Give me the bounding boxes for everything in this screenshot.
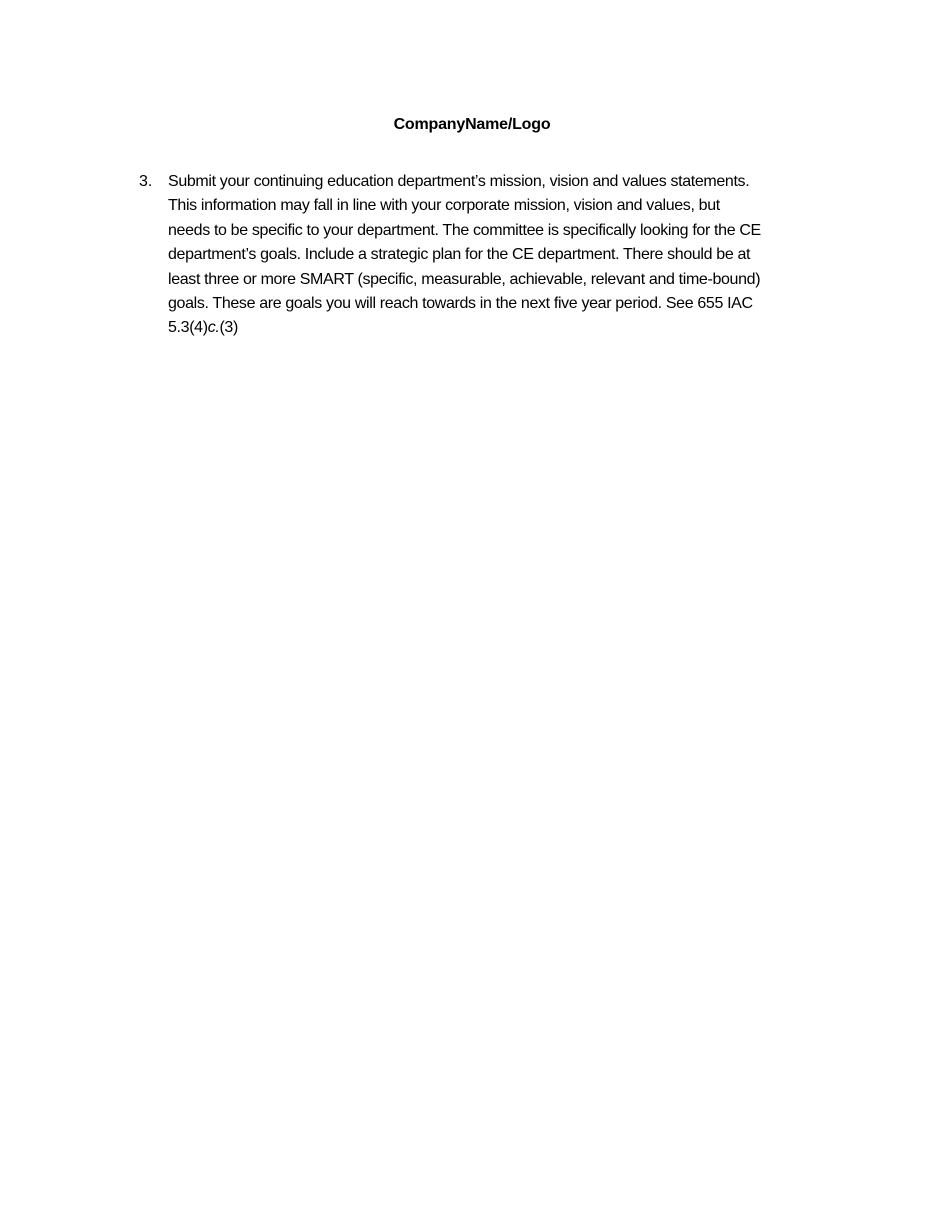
list-item-number: 3. bbox=[139, 173, 153, 190]
company-name-logo-heading: CompanyName/Logo bbox=[393, 116, 551, 133]
citation-italic-part: c. bbox=[207, 319, 220, 337]
text-line-5: least three or more SMART (specific, measurable, achievable, relevant and time-bound) bbox=[168, 270, 761, 288]
citation-part-2: (3) bbox=[219, 319, 238, 337]
citation-part-1: 5.3(4) bbox=[168, 319, 208, 337]
list-item-text bbox=[168, 170, 829, 341]
text-line-7 bbox=[168, 316, 829, 340]
text-line-1: Submit your continuing education department’s mission, vision and values statements. bbox=[168, 173, 750, 190]
text-line-6: goals. These are goals you will reach towards in the next five year period. See 655 IAC bbox=[168, 295, 753, 313]
text-line-3: needs to be specific to your department. The committee is specifically looking for the CE bbox=[168, 221, 761, 239]
text-line-2: This information may fall in line with your corporate mission, vision and values, but bbox=[168, 197, 720, 215]
text-line-4: department’s goals. Include a strategic plan for the CE department. There should be at bbox=[168, 246, 751, 264]
